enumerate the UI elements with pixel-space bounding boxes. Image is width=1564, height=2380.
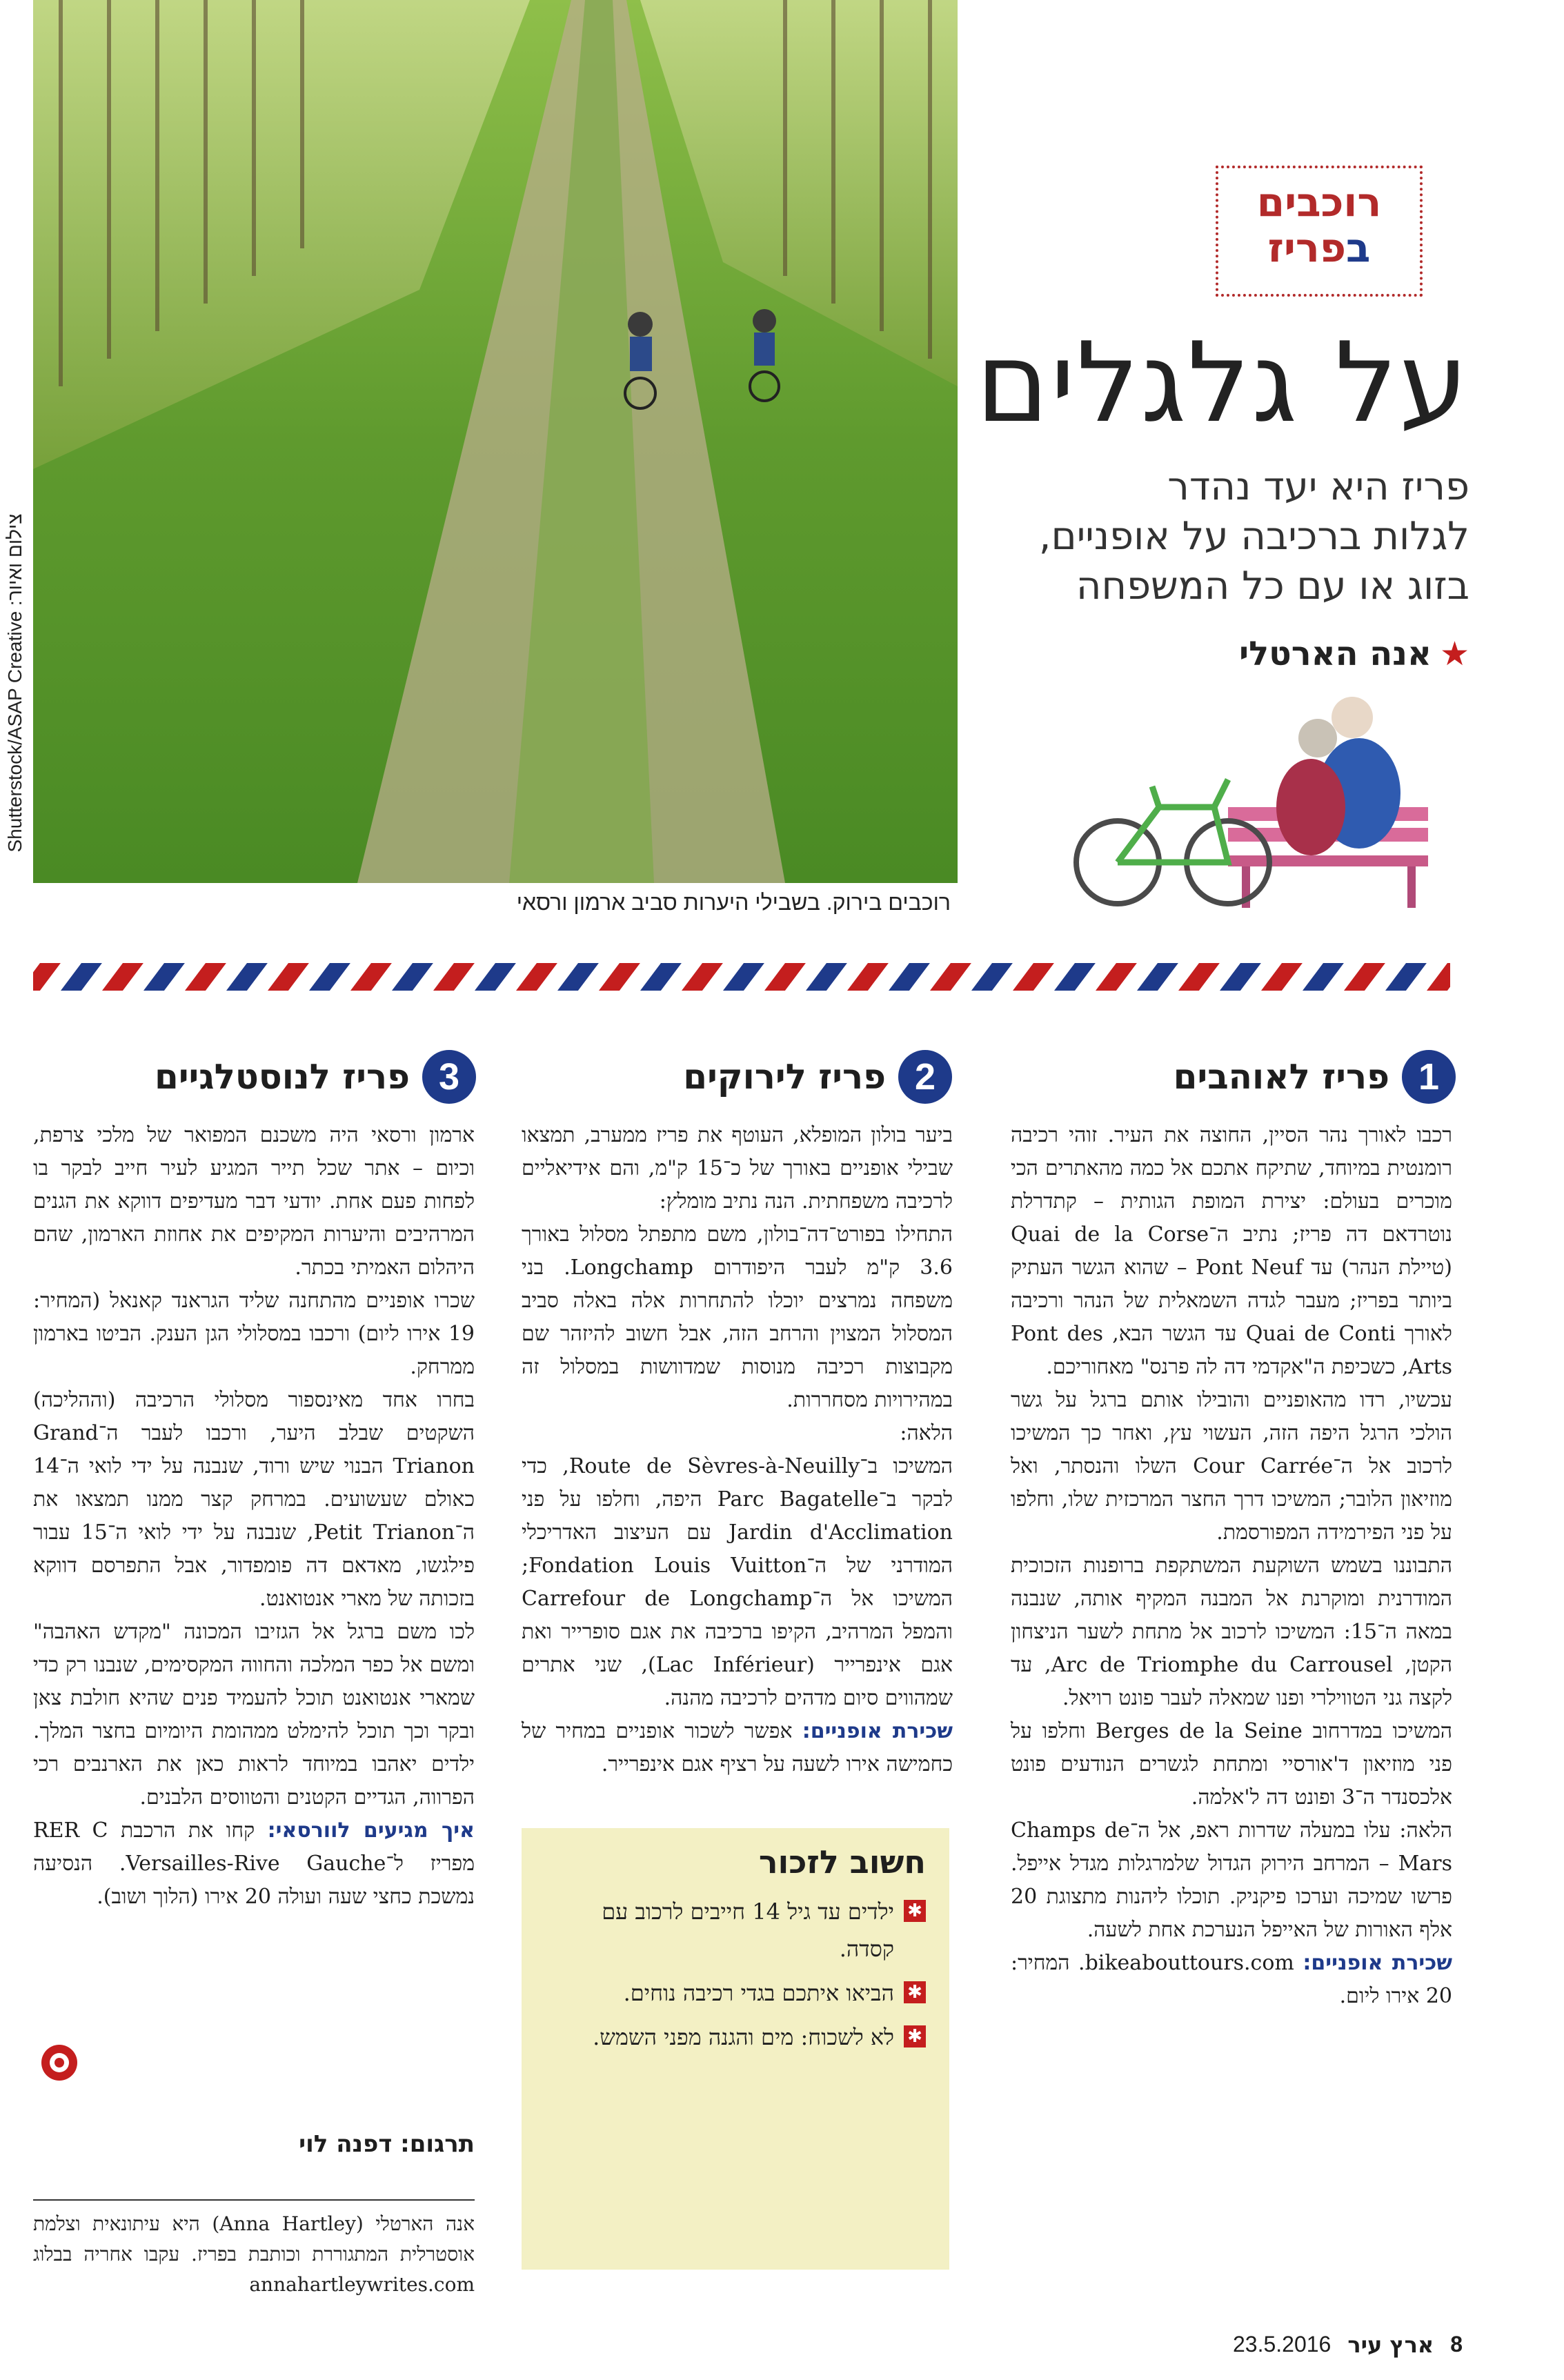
section-2-header bbox=[517, 1050, 952, 1104]
tag-line1: רוכבים bbox=[1256, 179, 1382, 226]
airmail-stripe bbox=[33, 963, 1450, 991]
rental-info: שכירת אופניים: bikeabouttours.com. המחיר: 20 אירו ליום. bbox=[1011, 1951, 1452, 2008]
reminder-item: ✱ ילדים עד גיל 14 חייבים לרכוב עם קסדה. bbox=[545, 1893, 926, 1967]
star-bullet-icon: ✱ bbox=[904, 1981, 926, 2003]
author-bio: אנה הארטלי (Anna Hartley) היא עיתונאית וצלמת אוסטרלית המתגוררת וכותבת בפריז. עקבו אחריה בבלוג annahartleywrites.com bbox=[33, 2199, 475, 2300]
paragraph: המשיכו ב־Route de Sèvres-à-Neuilly, כדי לבקר ב־Parc Bagatelle היפה, וחלפו על פני Jardin d'Acclimation עם העיצוב האדריכלי המודרני של ה־Fondation Louis Vuitton; המשיכו אל ה־Carrefour de Longchamp והמפל המרהיב, הקיפו ברכיבה את אגם סופרייר ואת אגם אינפרייר (Lac Inférieur), שני אתרים שמהווים סיום מדהים לרכיבה מהנה. bbox=[522, 1454, 953, 1710]
paragraph: הלאה: bbox=[900, 1421, 953, 1445]
section-number: 2 bbox=[898, 1050, 952, 1104]
deck bbox=[966, 462, 1469, 611]
deck-line: פריז היא יעד נהדר bbox=[1167, 464, 1469, 509]
section-2-body bbox=[522, 1119, 953, 1781]
byline: ★אנה הארטלי bbox=[1238, 635, 1469, 673]
paragraph: שכרו אופניים מהתחנה שליד הגראנד קאנאל (המחיר: 19 אירו ליום) ורכבו במסלולי הגן הענק. הביטו בארמון ממרחק. bbox=[33, 1289, 475, 1379]
reminder-title: חשוב לזכור bbox=[758, 1843, 926, 1881]
section-title: פריז לנוסטלגיים bbox=[155, 1057, 410, 1097]
hero-photo bbox=[33, 0, 958, 883]
end-mark-icon bbox=[39, 2042, 80, 2083]
section-title: פריז לירוקים bbox=[683, 1057, 886, 1097]
page-number: 8 bbox=[1450, 2332, 1463, 2357]
paragraph: ביער בולון המופלא, העוטף את פריז ממערב, תמצאו שבילי אופניים באורך של כ־15 ק"מ, והם אידיאליים לרכיבה משפחתית. הנה נתיב מומלץ: bbox=[522, 1123, 953, 1213]
section-3-body bbox=[33, 1119, 475, 1914]
section-3-header bbox=[34, 1050, 476, 1104]
section-number: 3 bbox=[422, 1050, 476, 1104]
paragraph: עכשיו, רדו מהאופניים והובילו אותם ברגל על גשר הולכי הרגל היפה הזה, העשוי עץ, ואחר כך המשיכו לרכוב אל ה־Cour Carrée השלו והנסתר, ואל מוזיאון הלובר; המשיכו דרך החצר המרכזית שלו, וחלפו על פני הפירמידה המפורסמת. bbox=[1011, 1388, 1452, 1545]
section-1-header bbox=[1014, 1050, 1456, 1104]
magazine-name: ארץ עיר bbox=[1347, 2332, 1434, 2358]
section-number: 1 bbox=[1402, 1050, 1456, 1104]
section-title: פריז לאוהבים bbox=[1173, 1057, 1389, 1097]
rental-info: איך מגיעים לוורסאי: קחו את הרכבת RER C מפריז ל־Versailles-Rive Gauche. הנסיעה נמשכת כחצי שעה ועולה 20 אירו (הלוך ושוב). bbox=[33, 1818, 475, 1909]
paragraph: בחרו אחד מאינספור מסלולי הרכיבה (וההליכה) השקטים שבלב היער, ורכבו לעבר ה־Grand Trianon הבנוי שיש ורוד, שנבנה על ידי לואי ה־14 כאולם שעשועים. במרחק קצר ממנו תמצאו את ה־Petit Trianon, שנבנה על ידי לואי ה־15 עבור פילגשו, מאדאם דה פומפדור, אבל התפרסם דווקא בזכותה של מארי אנטואנט. bbox=[33, 1388, 475, 1611]
deck-line: לגלות ברכיבה על אופניים, bbox=[1038, 514, 1469, 559]
forest-path-illustration bbox=[33, 0, 958, 883]
star-icon: ★ bbox=[1439, 635, 1469, 673]
issue-date: 23.5.2016 bbox=[1232, 2332, 1332, 2357]
page-footer bbox=[1104, 2332, 1463, 2358]
translation-credit: תרגום: דפנה לוי bbox=[299, 2130, 475, 2158]
headline: על גלגלים bbox=[976, 318, 1469, 447]
tag-line2: בפריז bbox=[1267, 224, 1371, 271]
couple-on-bench-illustration bbox=[1056, 690, 1442, 911]
photo-credit: Shutterstock/ASAP Creative :צילום ואיור bbox=[4, 513, 26, 853]
paragraph: ארמון ורסאי היה משכנם המפואר של מלכי צרפת, וכיום – אתר שכל תייר המגיע לעיר חייב לבקר בו לפחות פעם אחת. יודעי דבר מעדיפים דווקא את הגנים המרהיבים והיערות המקיפים את אחוזת הארמון, שהם היהלום האמיתי בכתר. bbox=[33, 1123, 475, 1280]
paragraph: המשיכו במדרחוב Berges de la Seine וחלפו על פני מוזיאון ד'אורסיי ומתחת לגשרים הנודעים פונט אלכסנדר ה־3 ופונט דה ל'אלמה. bbox=[1011, 1719, 1452, 1809]
paragraph: רכבו לאורך נהר הסיין, החוצה את העיר. זוהי רכיבה רומנטית במיוחד, שתיקח אתכם אל כמה מהאתרים הכי מוכרים בעולם: יצירת המופת הגותית – קתדרלת נוטרדאם דה פריז; נתיב ה־Quai de la Corse (טיילת הנהר) עד Pont Neuf – שהוא הגשר העתיק ביותר בפריז; מעבר לגדה השמאלית של הנהר ורכיבה לאורך Quai de Conti עד הגשר הבא, Pont des Arts, כשכיפת ה"אקדמי דה לה פרנס" מאחוריכם. bbox=[1011, 1123, 1453, 1379]
photo-caption: רוכבים בירוק. בשבילי היערות סביב ארמון ורסאי bbox=[516, 890, 951, 915]
section-tag bbox=[1216, 166, 1423, 297]
reminder-box bbox=[522, 1828, 949, 2270]
paragraph: הלאה: עלו במעלה שדרות ראפ, אל ה־Champs de Mars – המרחב הירוק הגדול שלמרגלות מגדל אייפל. פרשו שמיכה וערכו פיקניק. תוכלו ליהנות מתצוגת 20 אלף האורות של האייפל הנערכת אחת לשעה. bbox=[1011, 1818, 1452, 1942]
reminder-item: ✱ הביאו איתכם בגדי רכיבה נוחים. bbox=[545, 1974, 926, 2012]
star-bullet-icon: ✱ bbox=[904, 2025, 926, 2047]
rental-info: שכירת אופניים: אפשר לשכור אופניים במחיר של כחמישה אירו לשעה על רציף אגם אינפרייר. bbox=[522, 1719, 953, 1776]
star-bullet-icon: ✱ bbox=[904, 1900, 926, 1922]
reminder-item: ✱ לא לשכוח: מים והגנה מפני השמש. bbox=[545, 2019, 926, 2056]
paragraph: התבוננו בשמש השוקעת המשתקפת ברופנות הזכוכית המודרנית ומוקרנת אל המבנה המקיף אותה, שנבנה במאה ה־15: המשיכו לרכוב אל מתחת לשער הניצחון הקטן, Arc de Triomphe du Carrousel, עד לקצה גני הטווילרי ופנו שמאלה לעבר פונט רויאל. bbox=[1011, 1554, 1453, 1710]
deck-line: בזוג או עם כל המשפחה bbox=[1076, 564, 1469, 608]
section-1-body bbox=[1011, 1119, 1452, 2013]
paragraph: התחילו בפורט־דה־בולון, משם מתפתל מסלול באורך 3.6 ק"מ לעבר היפודרום Longchamp. בני משפחה נמרצים יוכלו להתחרות אלה באלה סביב המסלול המצוין והרחב הזה, אבל חשוב להיזהר שם מקבוצות רכיבה מנוסות שמדוושות במסלול זה במהירויות מסחררות. bbox=[522, 1222, 953, 1412]
paragraph: לכו משם ברגל אל הגזיבו המכונה "מקדש האהבה" ומשם אל כפר המלכה והחווה המקסימים, שנבנו רק כדי שמארי אנטואנט תוכל להעמיד פנים שהיא חולבת צאן ובקר וכך תוכל להימלט ממהומת היומיום בחצר המלך. ילדים יאהבו במיוחד לראות כאן את הארנבים רכי הפרווה, הגדיים הקטנים והטווסים הלבנים. bbox=[33, 1620, 475, 1809]
